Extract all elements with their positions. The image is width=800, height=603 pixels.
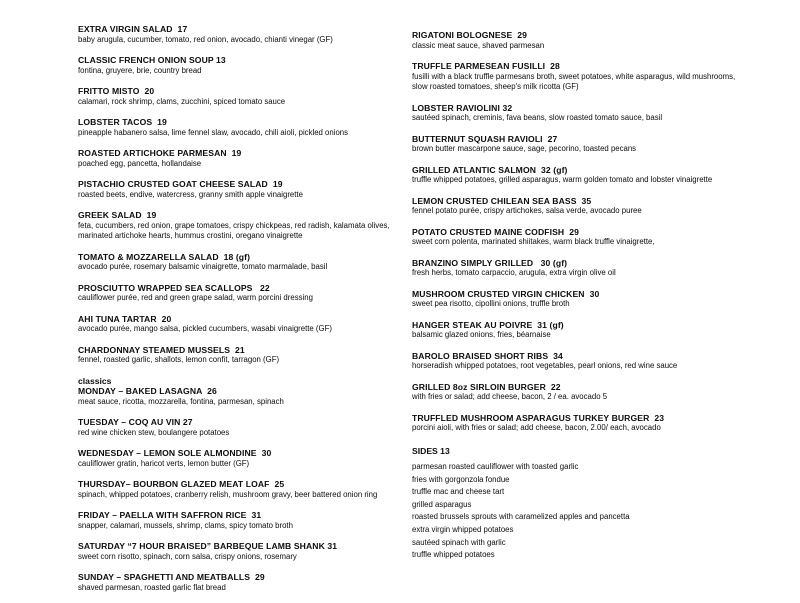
menu-item-description: red wine chicken stew, boulangere potatoes — [78, 427, 230, 437]
menu-item — [412, 165, 744, 186]
mains-list — [412, 30, 744, 434]
menu-item-description: sweet corn polenta, marinated shiitakes, warm black truffle vinaigrette, — [412, 237, 655, 246]
menu-item-title: BRANZINO SIMPLY GRILLED 30 (gf) — [412, 257, 568, 268]
menu-item — [78, 541, 406, 562]
menu-item-description: fennel, roasted garlic, shallots, lemon confit, tarragon (GF) — [78, 355, 280, 364]
menu-item-title: MUSHROOM CRUSTED VIRGIN CHICKEN 30 — [412, 288, 600, 299]
side-item: truffle mac and cheese tart — [412, 487, 505, 497]
menu-item-title: BUTTERNUT SQUASH RAVIOLI 27 — [412, 133, 558, 144]
menu-item-description: shaved parmesan, roasted garlic flat bread — [78, 582, 226, 592]
menu-item-title: LOBSTER TACOS 19 — [78, 117, 167, 127]
menu-item-description: roasted beets, endive, watercress, granny smith apple vinaigrette — [78, 189, 303, 199]
menu-item-description: brown butter mascarpone sauce, sage, pecorino, toasted pecans — [412, 144, 637, 153]
side-item: fries with gorgonzola fondue — [412, 474, 510, 484]
menu-item — [412, 227, 744, 248]
menu-item-description: cauliflower purée, red and green grape salad, warm porcini dressing — [78, 293, 313, 302]
menu-item — [78, 86, 406, 107]
menu-item — [78, 510, 406, 531]
menu-item — [78, 179, 406, 200]
menu-item — [78, 386, 406, 407]
menu-item-description: cauliflower gratin, haricot verts, lemon butter (GF) — [78, 458, 250, 468]
menu-item-title: TRUFFLED MUSHROOM ASPARAGUS TURKEY BURGER 23 — [412, 412, 665, 423]
menu-item-title: SATURDAY “7 HOUR BRAISED” BARBEQUE LAMB SHANK 31 — [78, 541, 338, 551]
menu-item — [78, 314, 406, 335]
menu-item — [78, 148, 406, 169]
menu-item-title: BAROLO BRAISED SHORT RIBS 34 — [412, 350, 563, 361]
menu-item-title: ROASTED ARTICHOKE PARMESAN 19 — [78, 148, 242, 158]
menu-item-title: FRIDAY – PAELLA WITH SAFFRON RICE 31 — [78, 510, 262, 520]
menu-item-title: SUNDAY – SPAGHETTI AND MEATBALLS 29 — [78, 572, 265, 582]
menu-item-description: sweet pea risotto, cipollini onions, truffle broth — [412, 299, 570, 308]
side-item: extra virgin whipped potatoes — [412, 524, 514, 534]
menu-item-title: LOBSTER RAVIOLINI 32 — [412, 102, 513, 113]
menu-item-title: RIGATONI BOLOGNESE 29 — [412, 30, 528, 40]
menu-item-title: HANGER STEAK AU POIVRE 31 (gf) — [412, 319, 564, 330]
side-item: grilled asparagus — [412, 499, 472, 509]
classics-list — [78, 386, 406, 593]
menu-item — [412, 103, 744, 124]
side-item: parmesan roasted cauliflower with toasted garlic — [412, 462, 579, 471]
menu-item-title: PISTACHIO CRUSTED GOAT CHEESE SALAD 19 — [78, 179, 283, 189]
menu-item-title: FRITTO MISTO 20 — [78, 86, 155, 96]
menu-item — [78, 572, 406, 593]
menu-item — [78, 210, 406, 242]
menu-item-title: AHI TUNA TARTAR 20 — [78, 313, 172, 324]
menu-item-title: MONDAY – BAKED LASAGNA 26 — [78, 386, 217, 396]
menu-item-title: TRUFFLE PARMESEAN FUSILLI 28 — [412, 61, 560, 71]
menu-item-description: classic meat sauce, shaved parmesan — [412, 40, 545, 50]
menu-item-description: poached egg, pancetta, hollandaise — [78, 158, 202, 168]
menu-item-title: POTATO CRUSTED MAINE CODFISH 29 — [412, 226, 579, 237]
menu-item-description: with fries or salad; add cheese, bacon, 2 / ea. avocado 5 — [412, 392, 608, 401]
menu-item-title: THURSDAY– BOURBON GLAZED MEAT LOAF 25 — [78, 479, 285, 489]
menu-item-title: EXTRA VIRGIN SALAD 17 — [78, 24, 188, 34]
menu-item-description: sautéed spinach, creminis, fava beans, slow roasted tomato sauce, basil — [412, 113, 663, 122]
side-item: roasted brussels sprouts with caramelized apples and pancetta — [412, 512, 630, 522]
menu-item-description: feta, cucumbers, red onion, grape tomatoes, crispy chickpeas, red radish, kalamata olives, marinated artichoke hearts, hummus crostini, oregano vinaigrette — [78, 220, 390, 240]
menu-item — [412, 382, 744, 403]
sides-title: SIDES 13 — [412, 445, 450, 456]
menu-item-description: horseradish whipped potatoes, root vegetables, pearl onions, red wine sauce — [412, 361, 678, 370]
menu-item-description: avocado purée, mango salsa, pickled cucumbers, wasabi vinaigrette (GF) — [78, 324, 332, 333]
menu-item — [412, 289, 744, 310]
menu-item — [78, 417, 406, 438]
menu-item — [412, 134, 744, 155]
side-item: sautéed spinach with garlic — [412, 537, 506, 547]
menu-item-description: snapper, calamari, mussels, shrimp, clams, spicy tomato broth — [78, 520, 293, 530]
menu-item — [78, 448, 406, 469]
menu-item — [78, 55, 406, 76]
menu-item — [412, 320, 744, 341]
menu-item — [78, 117, 406, 138]
menu-item — [412, 351, 744, 372]
menu-item — [78, 345, 406, 366]
menu-item-title: WEDNESDAY – LEMON SOLE ALMONDINE 30 — [78, 448, 272, 458]
menu-item-title: LEMON CRUSTED CHILEAN SEA BASS 35 — [412, 195, 592, 206]
menu-item-title: CHARDONNAY STEAMED MUSSELS 21 — [78, 344, 245, 355]
menu-right-column — [412, 30, 744, 562]
menu-item — [412, 30, 744, 51]
menu-item-description: truffle whipped potatoes, grilled asparagus, warm golden tomato and lobster vinaigrette — [412, 175, 713, 184]
menu-item-description: porcini aioli, with fries or salad; add cheese, bacon, 2.00/ each, avocado — [412, 423, 661, 432]
menu-item-description: spinach, whipped potatoes, cranberry relish, mushroom gravy, beer battered onion ring — [78, 489, 378, 499]
menu-item — [78, 283, 406, 304]
menu-item-description: meat sauce, ricotta, mozzarella, fontina, parmesan, spinach — [78, 396, 284, 406]
menu-item-description: pineapple habanero salsa, lime fennel slaw, avocado, chili aioli, pickled onions — [78, 127, 349, 137]
menu-item-title: GREEK SALAD 19 — [78, 210, 157, 220]
sides-list — [412, 461, 744, 562]
menu-item-description: calamari, rock shrimp, clams, zucchini, spiced tomato sauce — [78, 96, 286, 106]
menu-item-title: PROSCIUTTO WRAPPED SEA SCALLOPS 22 — [78, 282, 270, 293]
menu-item-description: fusilli with a black truffle parmesans broth, sweet potatoes, white asparagus, wild mushrooms, slow roasted tomatoes, sheep's milk ricotta (GF) — [412, 71, 736, 91]
menu-item — [78, 479, 406, 500]
menu-item-title: GRILLED 8oz SIRLOIN BURGER 22 — [412, 381, 561, 392]
menu-left-column — [78, 24, 406, 603]
menu-item-description: fresh herbs, tomato carpaccio, arugula, extra virgin olive oil — [412, 268, 616, 277]
menu-item-title: TOMATO & MOZZARELLA SALAD 18 (gf) — [78, 251, 251, 262]
menu-item — [412, 196, 744, 217]
starters-list — [78, 24, 406, 366]
menu-item-description: avocado purée, rosemary balsamic vinaigrette, tomato marmalade, basil — [78, 262, 328, 271]
menu-item — [412, 61, 744, 93]
menu-item — [412, 258, 744, 279]
menu-item-title: GRILLED ATLANTIC SALMON 32 (gf) — [412, 164, 568, 175]
menu-item — [78, 24, 406, 45]
side-item: truffle whipped potatoes — [412, 550, 495, 560]
sides-section — [412, 446, 744, 562]
menu-item-description: fennel potato purée, crispy artichokes, salsa verde, avocado puree — [412, 206, 642, 215]
menu-item-description: baby arugula, cucumber, tomato, red onion, avocado, chianti vinegar (GF) — [78, 34, 333, 44]
menu-item — [412, 413, 744, 434]
menu-item-title: TUESDAY – COQ AU VIN 27 — [78, 417, 193, 427]
menu-item-description: balsamic glazed onions, fries, béarnaise — [412, 330, 551, 339]
classics-section-heading: classics — [78, 375, 112, 386]
menu-item-title: CLASSIC FRENCH ONION SOUP 13 — [78, 55, 226, 65]
menu-item — [78, 252, 406, 273]
menu-item-description: fontina, gruyere, brie, country bread — [78, 65, 202, 75]
menu-item-description: sweet corn risotto, spinach, corn salsa, crispy onions, rosemary — [78, 551, 297, 561]
